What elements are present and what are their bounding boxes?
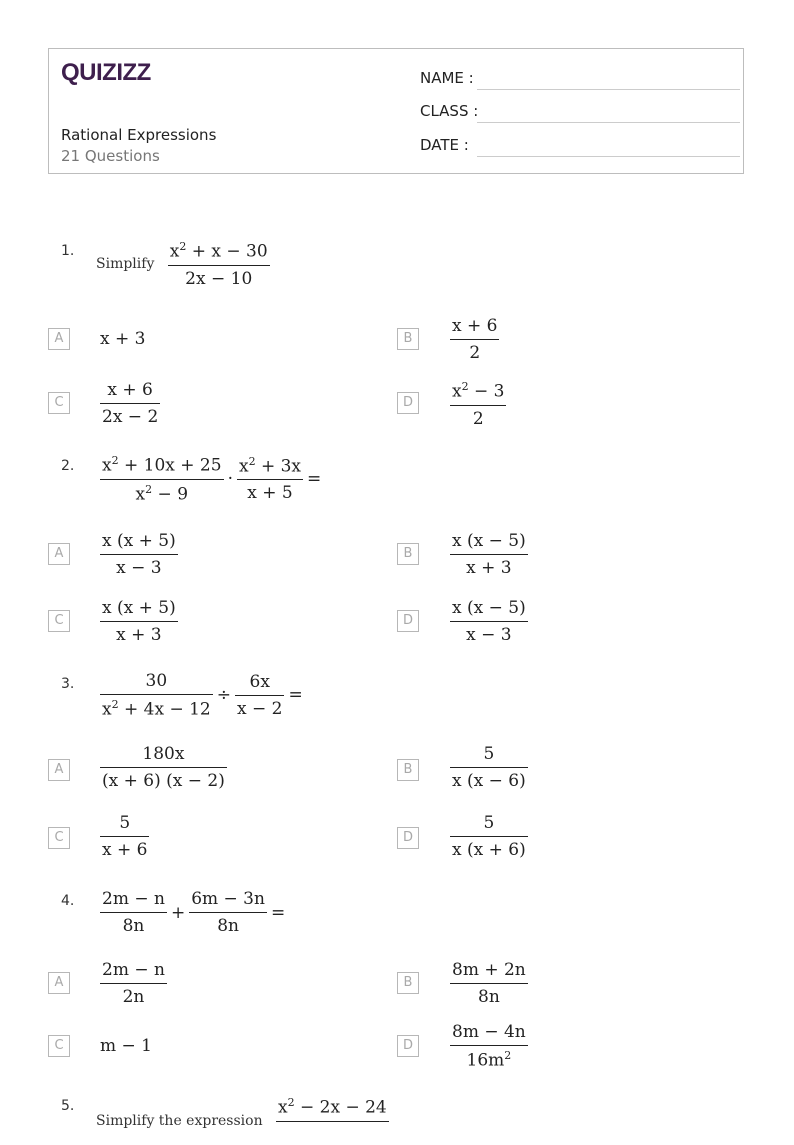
question-prompt: $\frac{x^2 + 10x + 25}{x^2 - 9}$ · $\frac{x^2 + 3x}{x + 5}$ =: [102, 454, 322, 505]
choice-label-d[interactable]: D: [397, 1035, 419, 1057]
choice-label-d[interactable]: D: [397, 827, 419, 849]
question-number: 3.: [61, 676, 75, 692]
choice-d[interactable]: $\frac{5}{x (x + 6)}$: [452, 813, 526, 860]
name-field[interactable]: [420, 69, 740, 93]
choice-c[interactable]: $\frac{x + 6}{2x - 2}$: [102, 380, 159, 427]
class-label: CLASS :: [420, 102, 479, 120]
class-line[interactable]: [477, 122, 740, 123]
choice-c[interactable]: $\frac{5}{x + 6}$: [102, 813, 148, 860]
choice-label-a[interactable]: A: [48, 543, 70, 565]
choice-label-d[interactable]: D: [397, 610, 419, 632]
choice-label-c[interactable]: C: [48, 1035, 70, 1057]
worksheet-title: Rational Expressions: [61, 126, 217, 144]
question-number: 1.: [61, 243, 75, 259]
choice-a[interactable]: $\frac{2m - n}{2n}$: [102, 960, 165, 1007]
choice-label-a[interactable]: A: [48, 328, 70, 350]
choice-label-b[interactable]: B: [397, 759, 419, 781]
class-field[interactable]: [420, 102, 740, 126]
worksheet-header: [48, 48, 744, 174]
question-prompt: $\frac{2m - n}{8n}$ + $\frac{6m - 3n}{8n}$ =: [102, 889, 286, 936]
choice-label-b[interactable]: B: [397, 328, 419, 350]
choice-a[interactable]: $\frac{x (x + 5)}{x - 3}$: [102, 531, 176, 578]
question-number: 2.: [61, 458, 75, 474]
choice-label-a[interactable]: A: [48, 759, 70, 781]
question-prefix: Simplify: [96, 256, 155, 273]
choice-b[interactable]: $\frac{8m + 2n}{8n}$: [452, 960, 526, 1007]
choice-b[interactable]: $\frac{x + 6}{2}$: [452, 316, 498, 363]
choice-label-c[interactable]: C: [48, 827, 70, 849]
choice-label-d[interactable]: D: [397, 392, 419, 414]
fraction: $\frac{x^2 + x - 30}{2x - 10}$: [169, 240, 268, 289]
question-prompt: $\frac{30}{x^2 + 4x - 12}$ ÷ $\frac{6x}{x - 2}$ =: [102, 671, 303, 720]
question-number: 5.: [61, 1098, 75, 1114]
name-line[interactable]: [477, 89, 740, 90]
name-label: NAME :: [420, 69, 474, 87]
choice-a[interactable]: $\frac{180x}{(x + 6) (x - 2)}$: [102, 744, 225, 791]
choice-c[interactable]: $\frac{x (x + 5)}{x + 3}$: [102, 598, 176, 645]
choice-b[interactable]: $\frac{5}{x (x - 6)}$: [452, 744, 526, 791]
choice-c[interactable]: m − 1: [100, 1036, 152, 1056]
choice-d[interactable]: $\frac{8m - 4n}{16m^2}$: [452, 1022, 526, 1071]
choice-d[interactable]: $\frac{x^2 - 3}{2}$: [452, 380, 505, 429]
choice-label-b[interactable]: B: [397, 543, 419, 565]
question-count: 21 Questions: [61, 147, 160, 165]
date-line[interactable]: [477, 156, 740, 157]
choice-label-a[interactable]: A: [48, 972, 70, 994]
quizizz-logo: QUIZIZZ: [61, 59, 151, 86]
date-field[interactable]: [420, 136, 740, 160]
date-label: DATE :: [420, 136, 469, 154]
question-prompt: $_{Simplify the expression}$ $x^2 - 2x - 24$: [96, 1096, 389, 1145]
question-number: 4.: [61, 893, 75, 909]
choice-label-b[interactable]: B: [397, 972, 419, 994]
choice-d[interactable]: $\frac{x (x - 5)}{x - 3}$: [452, 598, 526, 645]
choice-label-c[interactable]: C: [48, 392, 70, 414]
choice-b[interactable]: $\frac{x (x - 5)}{x + 3}$: [452, 531, 526, 578]
question-prompt: [96, 240, 270, 289]
question-prefix: Simplify the expression: [96, 1112, 263, 1129]
choice-label-c[interactable]: C: [48, 610, 70, 632]
choice-a[interactable]: x + 3: [100, 329, 146, 349]
